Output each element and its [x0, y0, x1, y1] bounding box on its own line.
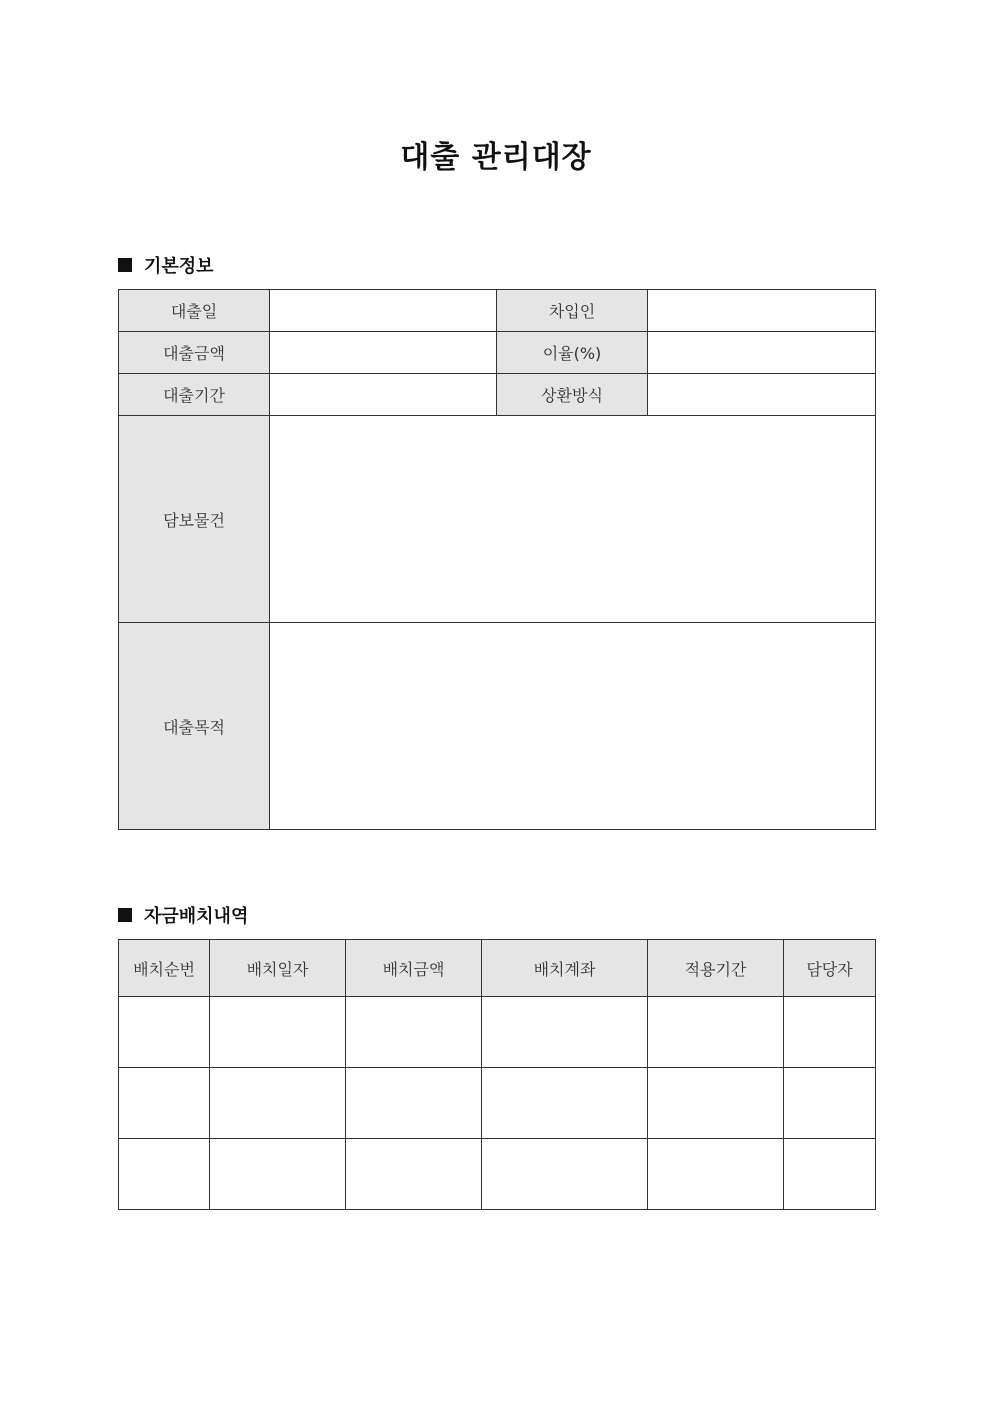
- table-row: [119, 374, 876, 416]
- table-cell[interactable]: [648, 1068, 784, 1139]
- loan-purpose-label: 대출목적: [119, 623, 270, 830]
- table-cell[interactable]: [648, 997, 784, 1068]
- table-cell[interactable]: [784, 1139, 876, 1210]
- table-cell[interactable]: [210, 1139, 346, 1210]
- table-header-row: [119, 940, 876, 997]
- repayment-method-label: 상환방식: [497, 374, 648, 416]
- square-bullet-icon: [118, 258, 132, 272]
- column-header-allocation-date: 배치일자: [210, 940, 346, 997]
- loan-date-field[interactable]: [270, 290, 497, 332]
- borrower-field[interactable]: [648, 290, 876, 332]
- table-row: [119, 1139, 876, 1210]
- table-row: [119, 290, 876, 332]
- table-row: [119, 623, 876, 830]
- fund-allocation-heading: [118, 902, 248, 928]
- table-cell[interactable]: [784, 997, 876, 1068]
- column-header-applicable-period: 적용기간: [648, 940, 784, 997]
- basic-info-table: [118, 289, 876, 830]
- table-cell[interactable]: [346, 1139, 482, 1210]
- basic-info-heading-label: 기본정보: [144, 256, 214, 277]
- column-header-allocation-no: 배치순번: [119, 940, 210, 997]
- table-row: [119, 416, 876, 623]
- table-cell[interactable]: [119, 997, 210, 1068]
- table-cell[interactable]: [210, 997, 346, 1068]
- loan-amount-field[interactable]: [270, 332, 497, 374]
- table-cell[interactable]: [119, 1139, 210, 1210]
- table-row: [119, 332, 876, 374]
- borrower-label: 차입인: [497, 290, 648, 332]
- table-cell[interactable]: [482, 1139, 648, 1210]
- table-cell[interactable]: [784, 1068, 876, 1139]
- loan-amount-label: 대출금액: [119, 332, 270, 374]
- collateral-field[interactable]: [270, 416, 876, 623]
- column-header-allocation-amount: 배치금액: [346, 940, 482, 997]
- basic-info-heading: [118, 252, 214, 278]
- table-row: [119, 997, 876, 1068]
- fund-allocation-table: [118, 939, 876, 1210]
- fund-allocation-heading-label: 자금배치내역: [144, 906, 249, 927]
- table-cell[interactable]: [482, 997, 648, 1068]
- loan-period-field[interactable]: [270, 374, 497, 416]
- column-header-allocation-account: 배치계좌: [482, 940, 648, 997]
- loan-purpose-field[interactable]: [270, 623, 876, 830]
- table-cell[interactable]: [482, 1068, 648, 1139]
- table-cell[interactable]: [119, 1068, 210, 1139]
- square-bullet-icon: [118, 908, 132, 922]
- interest-rate-field[interactable]: [648, 332, 876, 374]
- loan-date-label: 대출일: [119, 290, 270, 332]
- table-cell[interactable]: [210, 1068, 346, 1139]
- collateral-label: 담보물건: [119, 416, 270, 623]
- table-cell[interactable]: [346, 1068, 482, 1139]
- interest-rate-label: 이율(%): [497, 332, 648, 374]
- page-title: 대출 관리대장: [400, 140, 592, 175]
- table-row: [119, 1068, 876, 1139]
- loan-period-label: 대출기간: [119, 374, 270, 416]
- table-cell[interactable]: [346, 997, 482, 1068]
- repayment-method-field[interactable]: [648, 374, 876, 416]
- column-header-person-in-charge: 담당자: [784, 940, 876, 997]
- table-cell[interactable]: [648, 1139, 784, 1210]
